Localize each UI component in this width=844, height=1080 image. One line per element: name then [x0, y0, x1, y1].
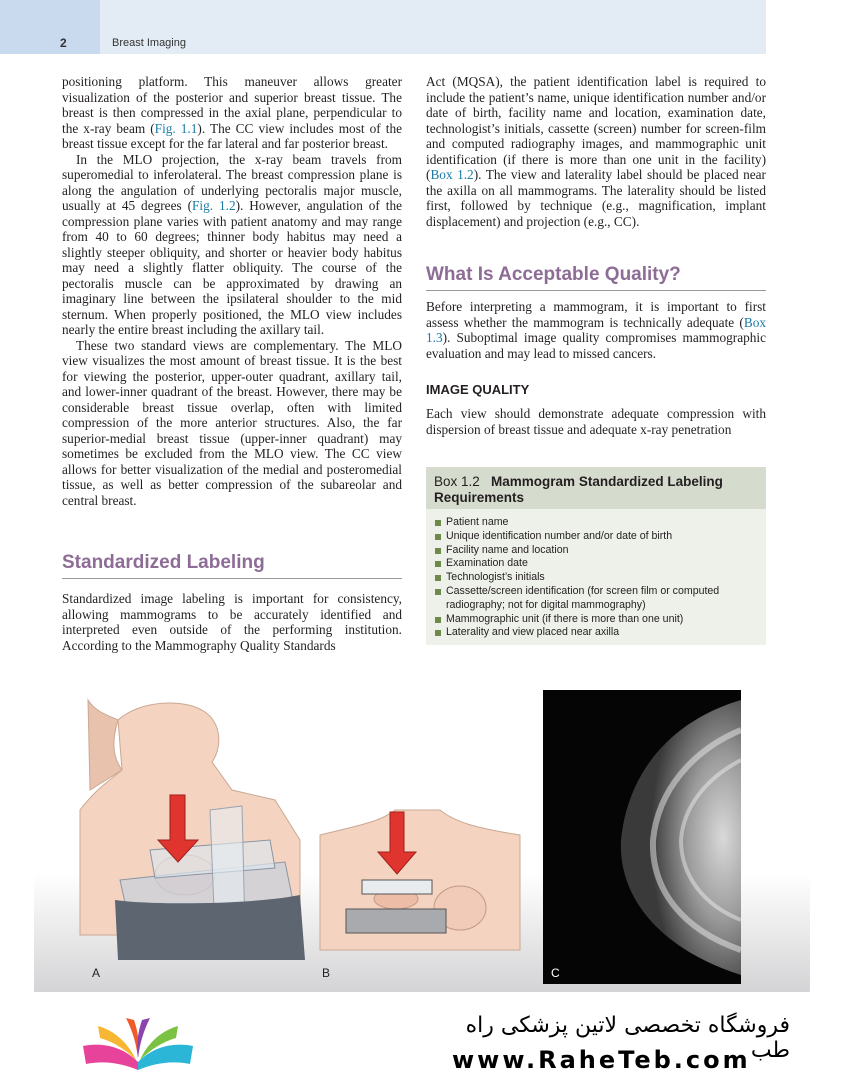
figure-link[interactable]: Fig. 1.2 [192, 198, 236, 213]
box-title [434, 474, 766, 506]
heading-rule [426, 290, 766, 291]
mammogram-image [543, 690, 741, 984]
left-column-bottom [62, 591, 402, 653]
figure-label-b: B [322, 966, 331, 980]
running-head: Breast Imaging [112, 37, 186, 49]
figure-link[interactable]: Fig. 1.1 [154, 120, 198, 136]
box-link[interactable]: Box 1.3 [426, 314, 766, 345]
section-heading: What Is Acceptable Quality? [426, 264, 681, 285]
paragraph [426, 299, 766, 361]
box-list-item: Facility name and location [434, 544, 766, 558]
box-list-item: Patient name [434, 516, 766, 530]
paragraph: These two standard views are complementary. The MLO view visualizes the most amount of breast tissue. It is the best for viewing the posterior, upper-outer quadrant, axillary tail, and lower-inner quadrant of the breast. However, there may be considerable breast tissue overlap, often with limited compression of the more anterior structures. Also, the far superior-medial breast tissue (upper-inner quadrant) may sometimes be excluded from the MLO view. The CC view allows for better visualization of the medial and posteromedial tissue, as well as better compression of the subareolar and central breast. [62, 337, 402, 508]
right-column-middle [426, 299, 766, 361]
paragraph: Each view should demonstrate adequate compression with dispersion of breast tissue and adequate x-ray penetration [426, 406, 766, 437]
box-list-item: Unique identification number and/or date of birth [434, 530, 766, 544]
text: In the MLO projection, the x-ray beam travels from superomedial to inferolateral. The breast compression plane is along the angulation of underlying pectoralis major muscle, usually at 45 degrees ( [62, 151, 402, 213]
box-link[interactable]: Box 1.2 [430, 167, 474, 182]
store-url[interactable]: www.RaheTeb.com [452, 1046, 751, 1074]
paragraph [62, 74, 402, 152]
paragraph [62, 152, 402, 338]
box-list-item: Technologist’s initials [434, 571, 766, 585]
heading-rule [62, 578, 402, 579]
subheading: IMAGE QUALITY [426, 382, 530, 397]
text: Before interpreting a mammogram, it is important to first assess whether the mammogram is technically adequate ( [426, 299, 766, 330]
book-logo-icon [78, 1012, 198, 1072]
store-name: فروشگاه تخصصی لاتین پزشکی راه طب [465, 1013, 790, 1063]
text: ). Suboptimal image quality compromises mammographic evaluation and may lead to missed cancers. [426, 330, 766, 361]
text: ). However, angulation of the compression plane varies with patient anatomy and may range from 40 to 60 degrees; thinner body habitus may need a slightly steeper obliquity, and shorter or heavier body habitus may need a slightly flatter obliquity. The course of the pectoralis muscle can be approximated by drawing an imaginary line between the ipsilateral shoulder to the mid sternum. When properly positioned, the MLO view includes nearly the entire breast including the axillary tail. [62, 198, 402, 337]
figure-label-c: C [551, 966, 560, 980]
box-list [434, 516, 766, 640]
box-number: Box 1.2 [434, 474, 480, 489]
right-column-top [426, 74, 766, 229]
page-number: 2 [60, 36, 67, 50]
page-number-tab [0, 0, 100, 54]
text: positioning platform. This maneuver allows greater visualization of the posterior and superior breast tissue. The breast is then compressed in the axial plane, perpendicular to the x-ray beam ( [62, 74, 402, 136]
text: Act (MQSA), the patient identification label is required to include the patient’s name, unique identification number and/or date of birth, facility name and location, examination date, technologist’s initials, cassette (screen) number for screen-film and computed radiography images, and mammographic unit identification (if there is more than one unit in the facility) ( [426, 74, 766, 182]
section-heading: Standardized Labeling [62, 552, 265, 573]
box-list-item: Cassette/screen identification (for screen film or computed radiography; not for digital mammography) [434, 585, 766, 613]
right-column-bottom [426, 406, 766, 437]
figure-label-a: A [92, 966, 101, 980]
labeling-box [426, 467, 766, 645]
box-title-text: Mammogram Standardized Labeling Requirements [434, 474, 723, 505]
paragraph: Standardized image labeling is important for consistency, allowing mammograms to be accurately identified and interpreted even outside of the performing institution. According to the Mammography Quality Standards [62, 591, 402, 653]
box-list-item: Examination date [434, 557, 766, 571]
left-column-top [62, 74, 402, 508]
mammogram-drawing [543, 690, 741, 984]
text: ). The CC view includes most of the breast tissue except for the far lateral and far posterior breast. [62, 120, 402, 151]
box-list-item: Laterality and view placed near axilla [434, 626, 766, 640]
paragraph [426, 74, 766, 229]
text: ). The view and laterality label should be placed near the axilla on all mammograms. The laterality should be listed first, followed by technique (e.g., magnification, implant displacement) and projection (e.g., CC). [426, 167, 766, 229]
box-list-item: Mammographic unit (if there is more than one unit) [434, 613, 766, 627]
